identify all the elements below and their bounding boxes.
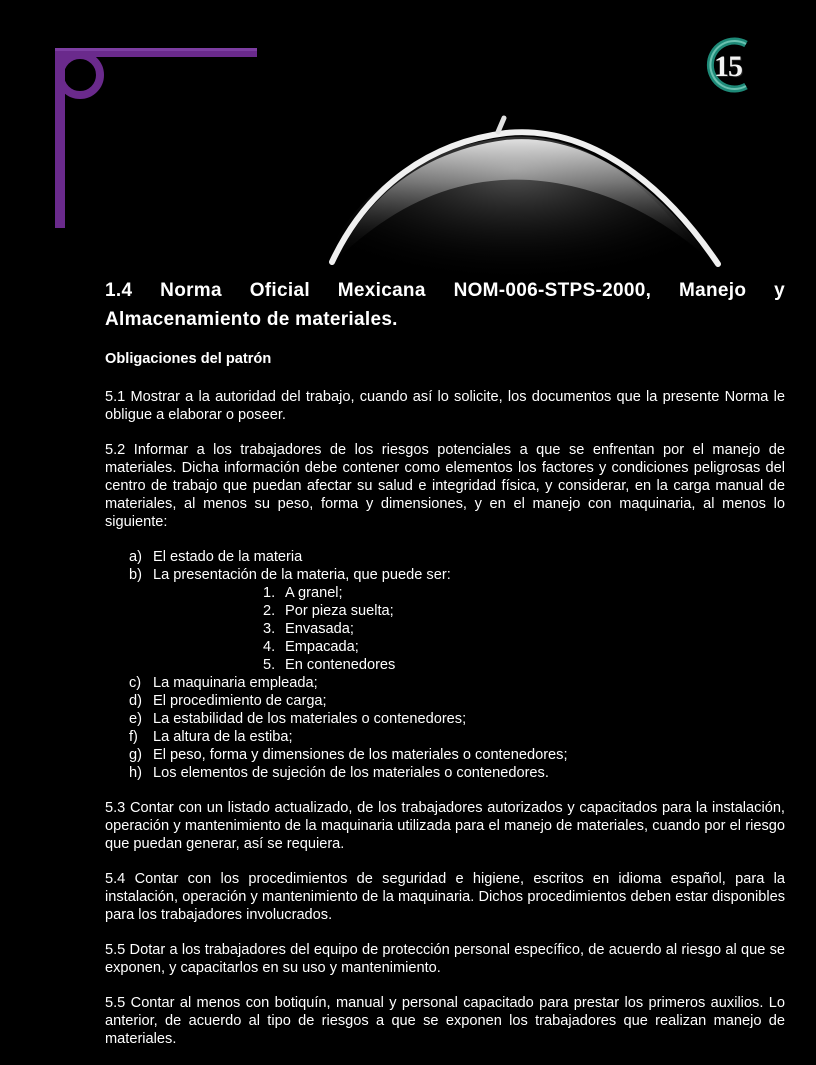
list-item: a) El estado de la materia <box>129 549 303 565</box>
paragraph-5-2: 5.2 Informar a los trabajadores de los riesgos potenciales a que se enfrentan por el manejo de materiales. Dicha información debe contener como elementos los factores y condiciones peligrosas del centro de trabajo que puedan afectar su salud e integridad física, y considerar, en la carga manual de materiales, al menos su peso, forma y dimensiones, y en el manejo con maquinaria, al menos lo siguiente: <box>105 442 785 530</box>
list-item: h) Los elementos de sujeción de los materiales o contenedores. <box>129 765 549 781</box>
sublist-item: 2. Por pieza suelta; <box>263 603 394 619</box>
document-body <box>105 276 785 1065</box>
list-item: b) La presentación de la materia, que puede ser: 1. A granel; 2. Por pieza suelta; 3. Envasada; 4. Empacada; 5. En contenedores <box>129 566 785 674</box>
machinery-criteria-list <box>105 548 785 782</box>
list-item: d) El procedimiento de carga; <box>129 693 327 709</box>
list-item: e) La estabilidad de los materiales o contenedores; <box>129 711 467 727</box>
section-heading: 1.4 Norma Oficial Mexicana NOM-006-STPS-2000, Manejo y Almacenamiento de materiales. <box>105 280 785 330</box>
sublist-item: 4. Empacada; <box>263 639 359 655</box>
paragraph-5-5-first-aid: 5.5 Contar al menos con botiquín, manual y personal capacitado para prestar los primeros auxilios. Lo anterior, de acuerdo al tipo de riesgos a que se exponen los trabajadores que realizan manejo de materiales. <box>105 995 785 1047</box>
purple-corner-ornament <box>55 48 257 228</box>
sublist-item: 3. Envasada; <box>263 621 354 637</box>
list-item: c) La maquinaria empleada; <box>129 675 318 691</box>
presentation-sublist <box>153 584 785 674</box>
silver-arch-graphic <box>330 118 718 300</box>
list-item: f) La altura de la estiba; <box>129 729 293 745</box>
subheading: Obligaciones del patrón <box>105 351 272 367</box>
sublist-item: 5. En contenedores <box>263 657 396 673</box>
paragraph-5-1: 5.1 Mostrar a la autoridad del trabajo, cuando así lo solicite, los documentos que la presente Norma le obligue a elaborar o poseer. <box>105 389 785 423</box>
sublist-item: 1. A granel; <box>263 585 343 601</box>
paragraph-5-5-ppe: 5.5 Dotar a los trabajadores del equipo de protección personal específico, de acuerdo al riesgo al que se exponen, y capacitarlos en su uso y mantenimiento. <box>105 942 785 976</box>
page-number: 15 <box>714 50 742 83</box>
list-item: g) El peso, forma y dimensiones de los materiales o contenedores; <box>129 747 568 763</box>
paragraph-5-4: 5.4 Contar con los procedimientos de seguridad e higiene, escritos en idioma español, para la instalación, operación y mantenimiento de la maquinaria. Dichos procedimientos deben estar disponibles para los trabajadores involucrados. <box>105 871 785 923</box>
page-number-badge <box>700 34 756 96</box>
paragraph-5-3: 5.3 Contar con un listado actualizado, de los trabajadores autorizados y capacitados para la instalación, operación y mantenimiento de la maquinaria utilizada para el manejo de materiales, cuando por el riesgo que puedan generar, así se requiera. <box>105 800 785 852</box>
